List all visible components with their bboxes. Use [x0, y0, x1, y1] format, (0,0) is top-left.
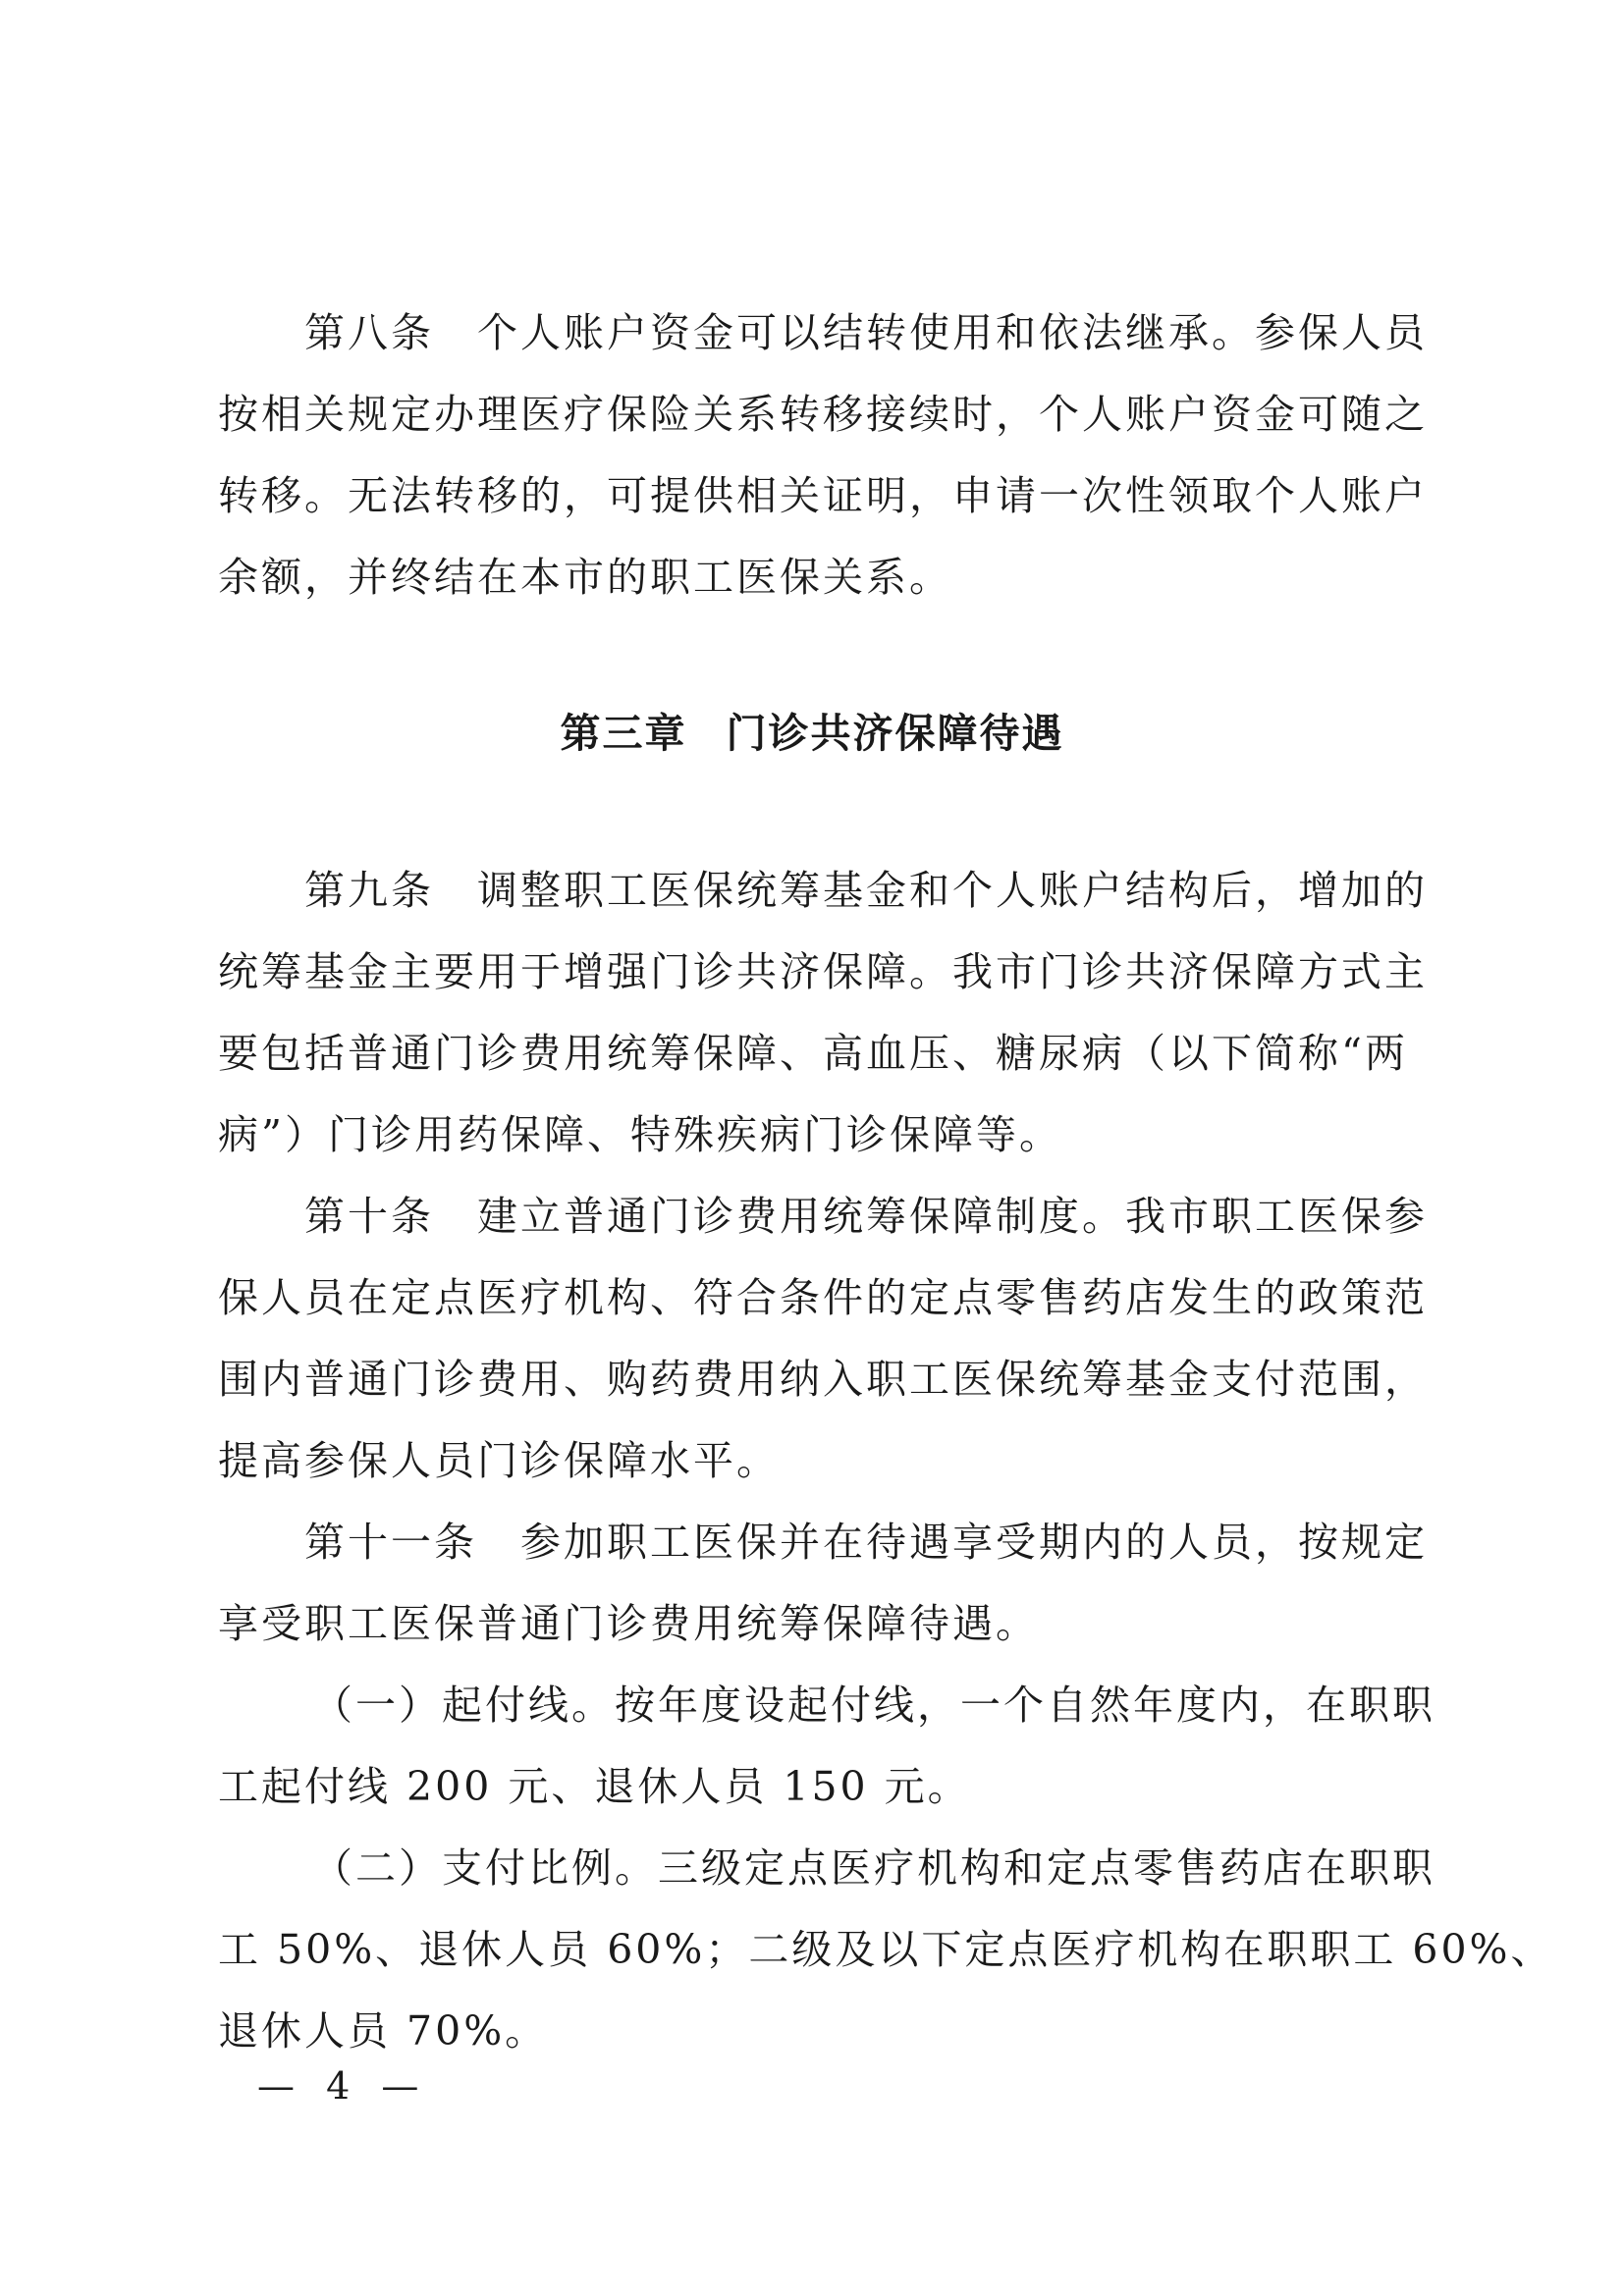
article-10-title: 第十条	[304, 1193, 434, 1240]
article-8-line-4: 余额，并终结在本市的职工医保关系。	[218, 554, 952, 601]
page-number: — 4 —	[257, 2064, 429, 2108]
article-8-line-2: 按相关规定办理医疗保险关系转移接续时，个人账户资金可随之	[218, 391, 1428, 438]
item-2-line-3: 退休人员 70%。	[218, 2007, 549, 2055]
chapter-number: 第三章	[560, 710, 687, 757]
article-8-line-1	[304, 308, 1428, 357]
item-2-line-2: 工 50%、退休人员 60%；二级及以下定点医疗机构在职职工 60%、	[218, 1926, 1554, 1973]
article-8-title: 第八条	[304, 309, 434, 356]
article-11-line-1	[304, 1518, 1428, 1567]
article-10-line-4: 提高参保人员门诊保障水平。	[218, 1437, 780, 1484]
article-11-title: 第十一条	[304, 1519, 477, 1566]
chapter-heading	[0, 709, 1624, 758]
article-9-text: 调整职工医保统筹基金和个人账户结构后，增加的	[477, 867, 1428, 914]
article-9-line-4: 病”）门诊用药保障、特殊疾病门诊保障等。	[218, 1111, 1062, 1158]
item-1-line-2: 工起付线 200 元、退休人员 150 元。	[218, 1763, 971, 1810]
chapter-title: 门诊共济保障待遇	[726, 710, 1064, 757]
article-10-text: 建立普通门诊费用统筹保障制度。我市职工医保参	[477, 1193, 1428, 1240]
article-10-line-3: 围内普通门诊费用、购药费用纳入职工医保统筹基金支付范围，	[218, 1356, 1428, 1403]
item-1-line-1: （一）起付线。按年度设起付线，一个自然年度内，在职职	[312, 1682, 1435, 1729]
article-11-line-2: 享受职工医保普通门诊费用统筹保障待遇。	[218, 1600, 1039, 1647]
article-8-line-3: 转移。无法转移的，可提供相关证明，申请一次性领取个人账户	[218, 472, 1428, 519]
article-9-title: 第九条	[304, 867, 434, 914]
article-9-line-2: 统筹基金主要用于增强门诊共济保障。我市门诊共济保障方式主	[218, 948, 1428, 995]
item-2-line-1: （二）支付比例。三级定点医疗机构和定点零售药店在职职	[312, 1844, 1435, 1892]
article-10-line-1	[304, 1192, 1428, 1241]
article-11-text: 参加职工医保并在待遇享受期内的人员，按规定	[520, 1519, 1428, 1566]
article-8-text: 个人账户资金可以结转使用和依法继承。参保人员	[477, 309, 1428, 356]
article-9-line-1	[304, 866, 1428, 915]
article-10-line-2: 保人员在定点医疗机构、符合条件的定点零售药店发生的政策范	[218, 1274, 1428, 1321]
article-9-line-3: 要包括普通门诊费用统筹保障、高血压、糖尿病（以下简称“两	[218, 1030, 1408, 1077]
